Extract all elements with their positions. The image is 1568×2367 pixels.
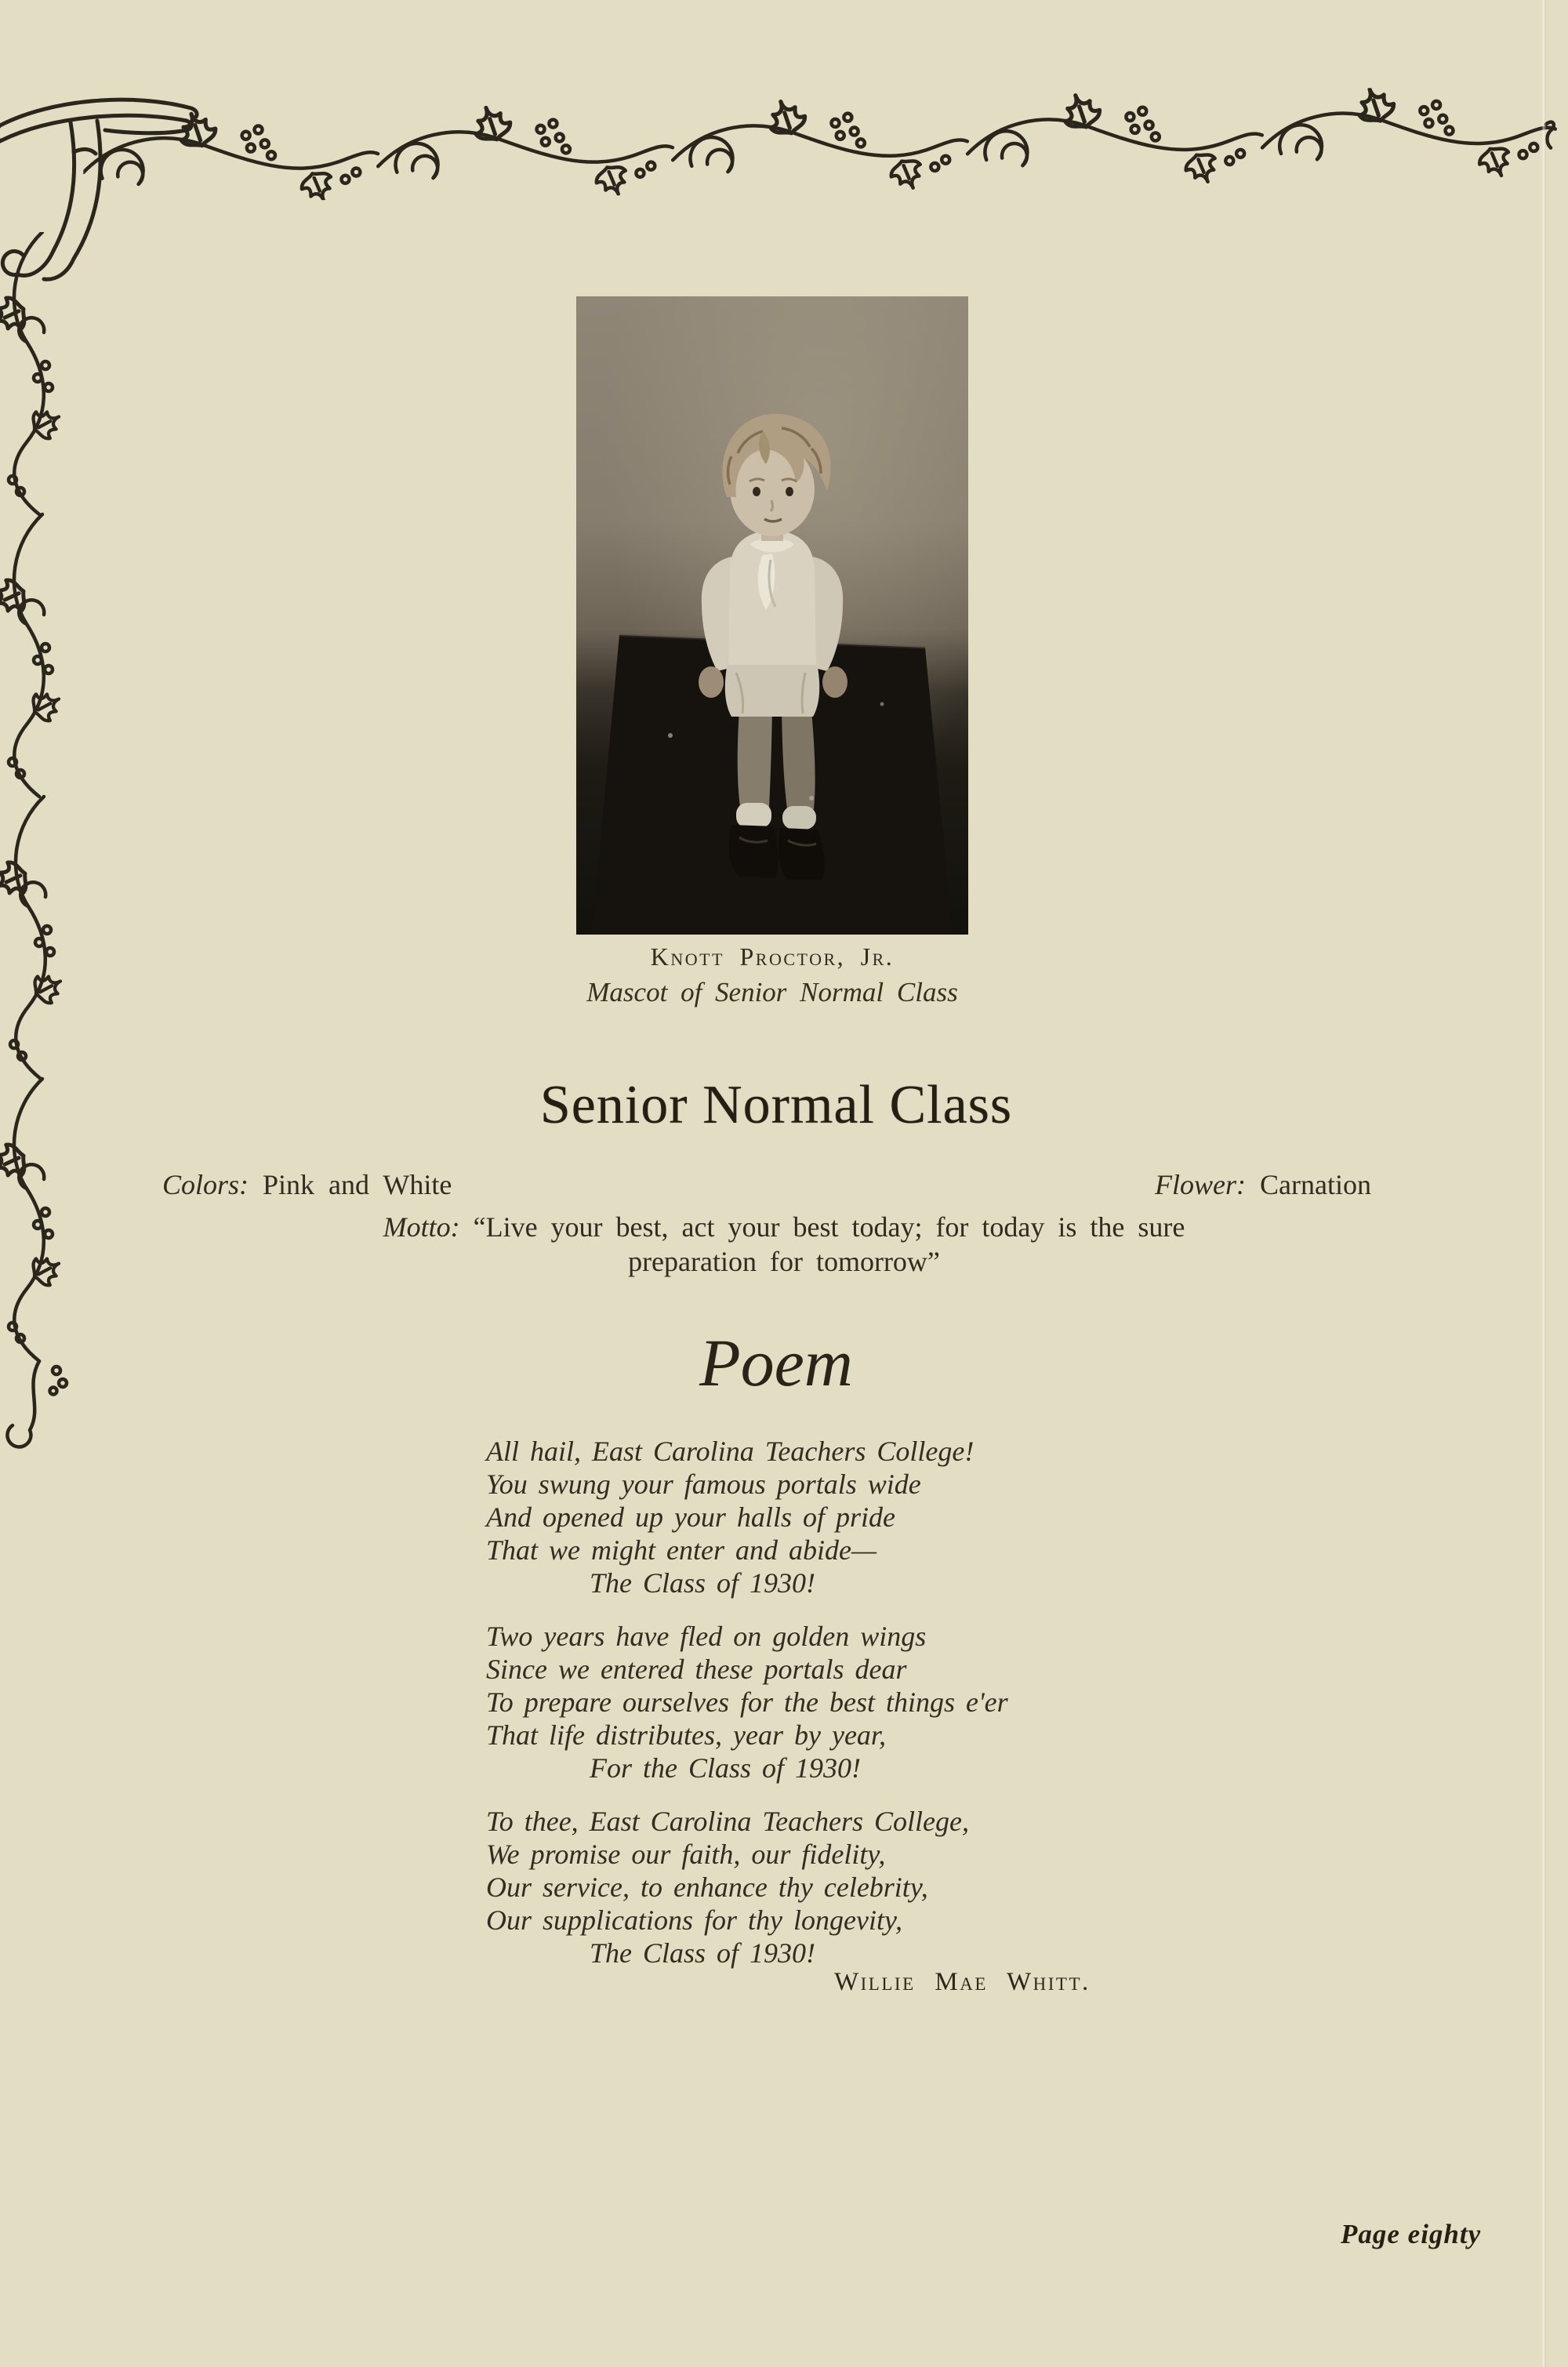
poem-author: Willie Mae Whitt.	[834, 1968, 1091, 1996]
poem-stanza-1	[486, 1435, 1270, 1599]
poem-line: That life distributes, year by year,	[486, 1719, 886, 1751]
poem-line: We promise our faith, our fidelity,	[486, 1839, 886, 1870]
poem-line: Our supplications for thy longevity,	[486, 1904, 902, 1936]
class-colors-line	[162, 1168, 452, 1201]
flower-label: Flower:	[1155, 1169, 1246, 1200]
top-vine-border-icon	[82, 85, 1561, 204]
poem-line: Our service, to enhance thy celebrity,	[486, 1871, 928, 1903]
poem-line: All hail, East Carolina Teachers College!	[486, 1436, 975, 1467]
poem-line: Two years have fled on golden wings	[486, 1621, 927, 1652]
poem-refrain: The Class of 1930!	[590, 1567, 816, 1599]
page-title: Senior Normal Class	[539, 1075, 1013, 1135]
poem-line: Since we entered these portals dear	[486, 1654, 907, 1685]
toddler-portrait-icon	[576, 296, 968, 935]
class-motto-line-2	[78, 1245, 1490, 1278]
poem-stanza-2	[486, 1620, 1270, 1784]
poem-line: And opened up your halls of pride	[486, 1501, 895, 1533]
motto-label: Motto:	[383, 1211, 460, 1243]
poem-stanza-3	[486, 1805, 1270, 1969]
left-vine-border-icon	[0, 232, 72, 1474]
colors-label: Colors:	[162, 1169, 249, 1200]
poem-refrain: For the Class of 1930!	[590, 1752, 862, 1784]
motto-text-2: preparation for tomorrow”	[628, 1246, 940, 1277]
poem-refrain: The Class of 1930!	[590, 1937, 816, 1969]
photo-caption-name: Knott Proctor, Jr.	[650, 942, 895, 971]
poem-line: You swung your famous portals wide	[486, 1468, 921, 1500]
flower-value: Carnation	[1259, 1169, 1371, 1200]
page-number: Page eighty	[1341, 2219, 1482, 2249]
poem-line: To prepare ourselves for the best things e'er	[486, 1686, 1008, 1718]
motto-text-1: “Live your best, act your best today; for today is the sure	[473, 1211, 1185, 1243]
class-motto-line-1	[78, 1211, 1490, 1243]
poem-line: To thee, East Carolina Teachers College,	[486, 1806, 970, 1837]
colors-value: Pink and White	[263, 1169, 452, 1200]
photo-caption-role: Mascot of Senior Normal Class	[586, 977, 958, 1007]
mascot-photo	[576, 296, 968, 935]
class-flower-line	[1155, 1168, 1371, 1201]
poem-line: That we might enter and abide—	[486, 1534, 877, 1566]
poem-title: Poem	[699, 1325, 853, 1400]
